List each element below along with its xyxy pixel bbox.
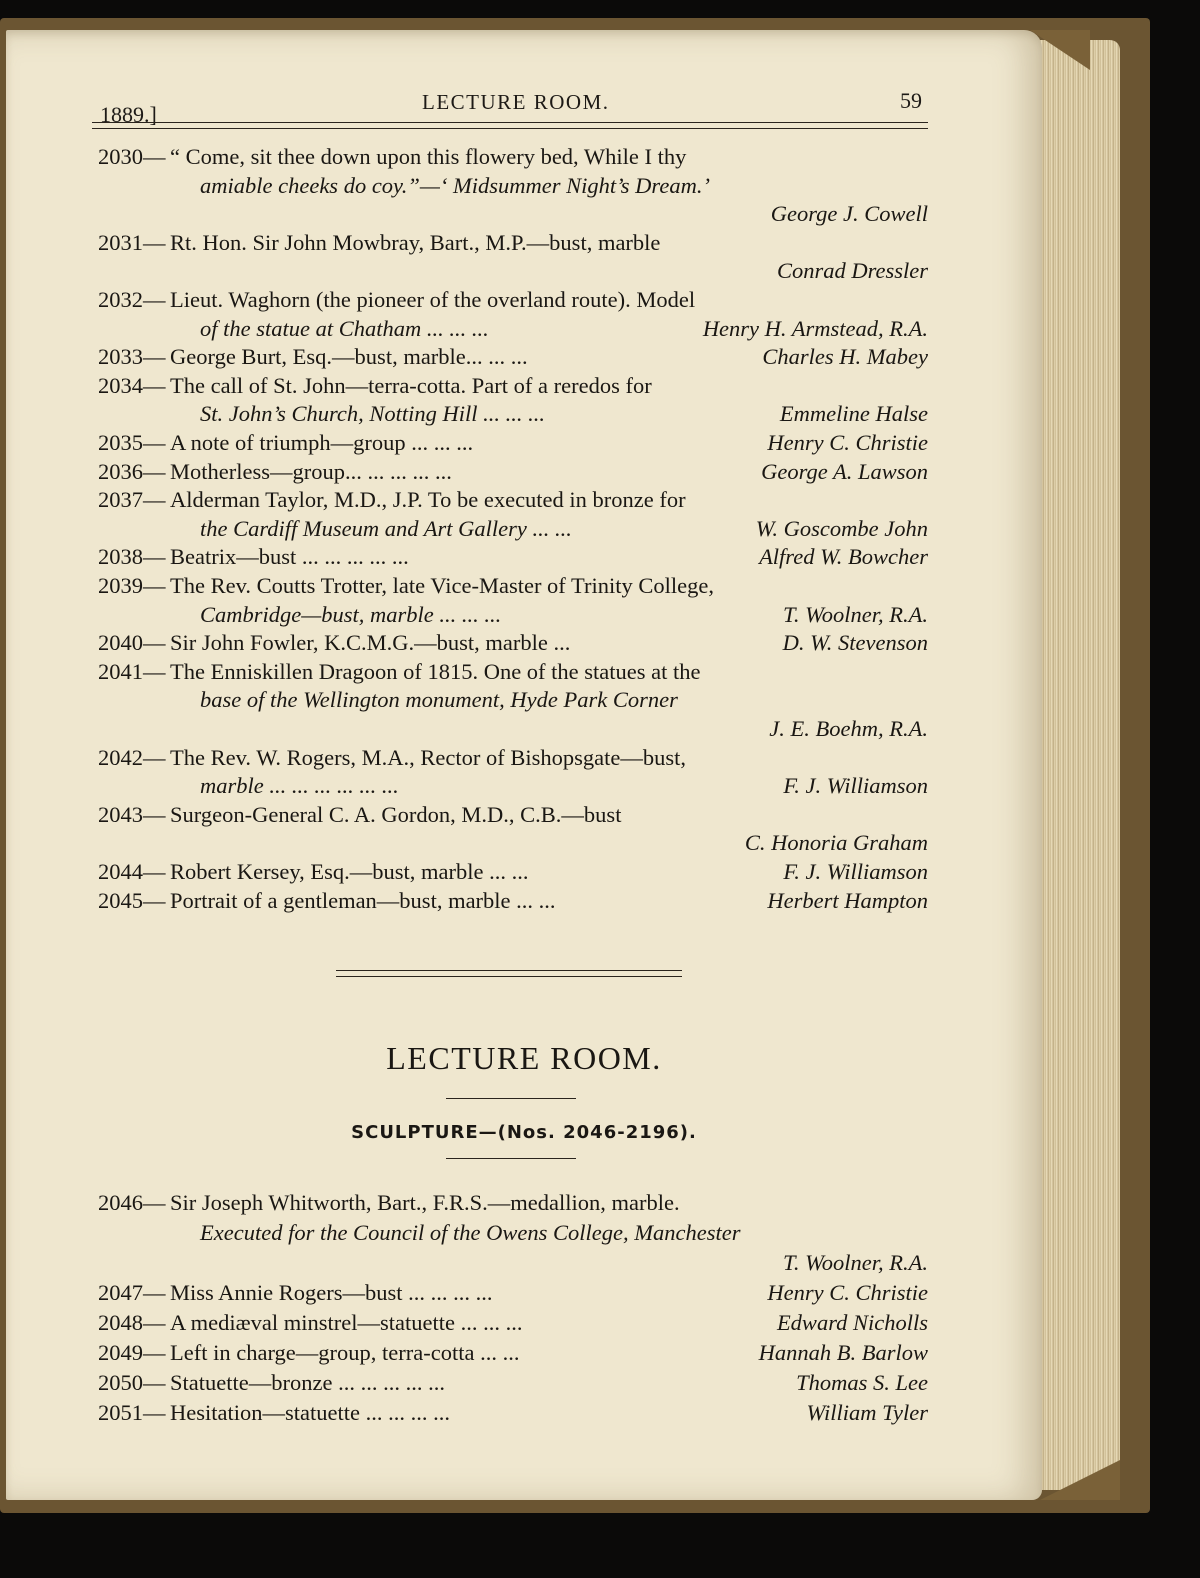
catalogue-line (92, 399, 928, 429)
page-edges (1030, 40, 1120, 1490)
entry-number: 2046— (98, 1190, 166, 1215)
catalogue-line (92, 314, 928, 344)
catalogue-line (92, 1278, 928, 1308)
entry-number: 2042— (98, 744, 166, 770)
entry-title: Cambridge—bust, marble ... ... ... (200, 601, 502, 627)
catalogue-line (92, 1338, 928, 1368)
entry-title: of the statue at Chatham ... ... ... (200, 315, 489, 341)
entry-number: 2045— (98, 887, 166, 913)
catalogue-line (92, 457, 928, 487)
catalogue-line (92, 857, 928, 887)
catalogue-line (92, 685, 928, 715)
entry-title: base of the Wellington monument, Hyde Park Corner (200, 687, 678, 713)
catalogue-line (92, 743, 928, 773)
entry-title: The Enniskillen Dragoon of 1815. One of the statues at the (170, 658, 701, 684)
catalogue-line (92, 371, 928, 401)
entry-number: 2051— (98, 1400, 166, 1425)
entry-number: 2038— (98, 544, 166, 570)
entry-title: George Burt, Esq.—bust, marble... ... ... (170, 344, 528, 370)
entry-number: 2036— (98, 458, 166, 484)
section-title-underline (446, 1098, 576, 1099)
artist-name: C. Honoria Graham (744, 830, 928, 856)
artist-name: George J. Cowell (770, 201, 928, 227)
entry-number: 2043— (98, 801, 166, 827)
section-subtitle-underline (446, 1158, 576, 1159)
artist-name: T. Woolner, R.A. (782, 601, 928, 627)
entry-title: Lieut. Waghorn (the pioneer of the overland route). Model (170, 287, 696, 312)
catalogue-line (92, 171, 928, 201)
entry-number: 2039— (98, 573, 166, 598)
entry-number: 2031— (98, 229, 166, 255)
entry-number: 2048— (98, 1310, 166, 1335)
catalogue-line (92, 628, 928, 658)
artist-name: Herbert Hampton (767, 887, 928, 913)
catalogue-line (92, 1398, 928, 1428)
artist-name: Henry H. Armstead, R.A. (702, 315, 928, 341)
entry-title: Alderman Taylor, M.D., J.P. To be executed in bronze for (170, 487, 686, 513)
entry-title: Statuette—bronze ... ... ... ... ... (170, 1370, 445, 1395)
entry-title: The call of St. John—terra-cotta. Part of a reredos for (170, 372, 652, 398)
entry-title: amiable cheeks do coy.”—‘ Midsummer Night’s Dream.’ (200, 172, 710, 198)
entry-number: 2033— (98, 344, 166, 370)
catalogue-line (92, 342, 928, 372)
catalogue-line (92, 1248, 928, 1278)
entry-number: 2032— (98, 287, 166, 312)
entry-title: The Rev. Coutts Trotter, late Vice-Master of Trinity College, (170, 573, 714, 598)
artist-name: Thomas S. Lee (796, 1370, 928, 1395)
section-title: LECTURE ROOM. (386, 1040, 662, 1076)
artist-name: Edward Nicholls (776, 1310, 928, 1335)
entry-title: Hesitation—statuette ... ... ... ... (170, 1400, 450, 1425)
catalogue-line (92, 828, 928, 858)
catalogue-line (92, 600, 928, 630)
entry-title: Left in charge—group, terra-cotta ... ... (170, 1340, 520, 1365)
catalogue-line (92, 428, 928, 458)
entry-number: 2037— (98, 487, 166, 513)
artist-name: Henry C. Christie (767, 430, 928, 455)
artist-name: F. J. Williamson (783, 859, 928, 884)
entry-title: “ Come, sit thee down upon this flowery bed, While I thy (170, 144, 687, 169)
catalogue-line (92, 1308, 928, 1338)
entry-number: 2050— (98, 1370, 166, 1395)
entry-title: Beatrix—bust ... ... ... ... ... (170, 544, 409, 570)
running-head-year: 1889.] (100, 102, 157, 127)
artist-name: Hannah B. Barlow (758, 1340, 928, 1365)
catalogue-line (92, 485, 928, 515)
artist-name: W. Goscombe John (755, 515, 928, 541)
entry-title: Sir John Fowler, K.C.M.G.—bust, marble ... (170, 630, 571, 656)
catalogue-line (92, 142, 928, 172)
entry-number: 2034— (98, 372, 166, 398)
catalogue-line (92, 285, 928, 315)
catalogue-line (92, 886, 928, 916)
entry-title: Sir Joseph Whitworth, Bart., F.R.S.—medallion, marble. (170, 1190, 680, 1215)
running-head-title: LECTURE ROOM. (422, 90, 610, 114)
entry-title: Surgeon-General C. A. Gordon, M.D., C.B.—bust (170, 801, 622, 827)
catalogue-line (92, 256, 928, 286)
header-rule (92, 122, 928, 129)
artist-name: F. J. Williamson (783, 773, 928, 799)
catalogue-page (6, 30, 1042, 1500)
entry-title: Motherless—group... ... ... ... ... (170, 458, 452, 484)
artist-name: William Tyler (806, 1400, 928, 1425)
artist-name: George A. Lawson (761, 458, 928, 484)
entry-title: Rt. Hon. Sir John Mowbray, Bart., M.P.—bust, marble (170, 229, 661, 255)
entry-number: 2040— (98, 630, 166, 656)
catalogue-line (92, 514, 928, 544)
artist-name: Emmeline Halse (779, 401, 928, 427)
artist-name: Charles H. Mabey (762, 344, 928, 370)
catalogue-line (92, 714, 928, 744)
entry-title: A note of triumph—group ... ... ... (170, 430, 474, 455)
entry-title: Miss Annie Rogers—bust ... ... ... ... (170, 1280, 493, 1305)
entry-title: Portrait of a gentleman—bust, marble ... ... (170, 887, 556, 913)
catalogue-line (92, 228, 928, 258)
catalogue-line (92, 542, 928, 572)
page-number: 59 (900, 88, 922, 113)
artist-name: Henry C. Christie (767, 1280, 928, 1305)
entry-title: Robert Kersey, Esq.—bust, marble ... ... (170, 859, 529, 884)
artist-name: T. Woolner, R.A. (782, 1250, 928, 1275)
entry-title: A mediæval minstrel—statuette ... ... ... (170, 1310, 523, 1335)
entry-title: marble ... ... ... ... ... ... (200, 773, 399, 799)
entry-number: 2047— (98, 1280, 166, 1305)
entry-title: the Cardiff Museum and Art Gallery ... ... (200, 515, 572, 541)
catalogue-line (92, 1188, 928, 1218)
catalogue-line (92, 571, 928, 601)
entry-number: 2049— (98, 1340, 166, 1365)
artist-name: J. E. Boehm, R.A. (769, 716, 928, 741)
catalogue-line (92, 199, 928, 229)
entry-title: St. John’s Church, Notting Hill ... ... ... (200, 401, 546, 427)
artist-name: D. W. Stevenson (782, 630, 928, 656)
catalogue-line (92, 1368, 928, 1398)
artist-name: Conrad Dressler (776, 258, 928, 284)
entry-title: The Rev. W. Rogers, M.A., Rector of Bishopsgate—bust, (170, 744, 686, 770)
catalogue-line (92, 800, 928, 830)
running-head (92, 82, 928, 127)
section-subtitle: SCULPTURE—(Nos. 2046-2196). (351, 1122, 697, 1143)
entry-number: 2035— (98, 430, 166, 455)
cover-corner-bottom (1040, 1460, 1120, 1500)
catalogue-line (92, 771, 928, 801)
section-divider-rule (336, 970, 682, 977)
catalogue-line (92, 657, 928, 687)
entry-number: 2041— (98, 658, 166, 684)
entry-number: 2030— (98, 144, 166, 169)
catalogue-line (92, 1218, 928, 1248)
artist-name: Alfred W. Bowcher (759, 544, 928, 570)
entry-title: Executed for the Council of the Owens College, Manchester (200, 1220, 741, 1245)
entry-number: 2044— (98, 859, 166, 884)
